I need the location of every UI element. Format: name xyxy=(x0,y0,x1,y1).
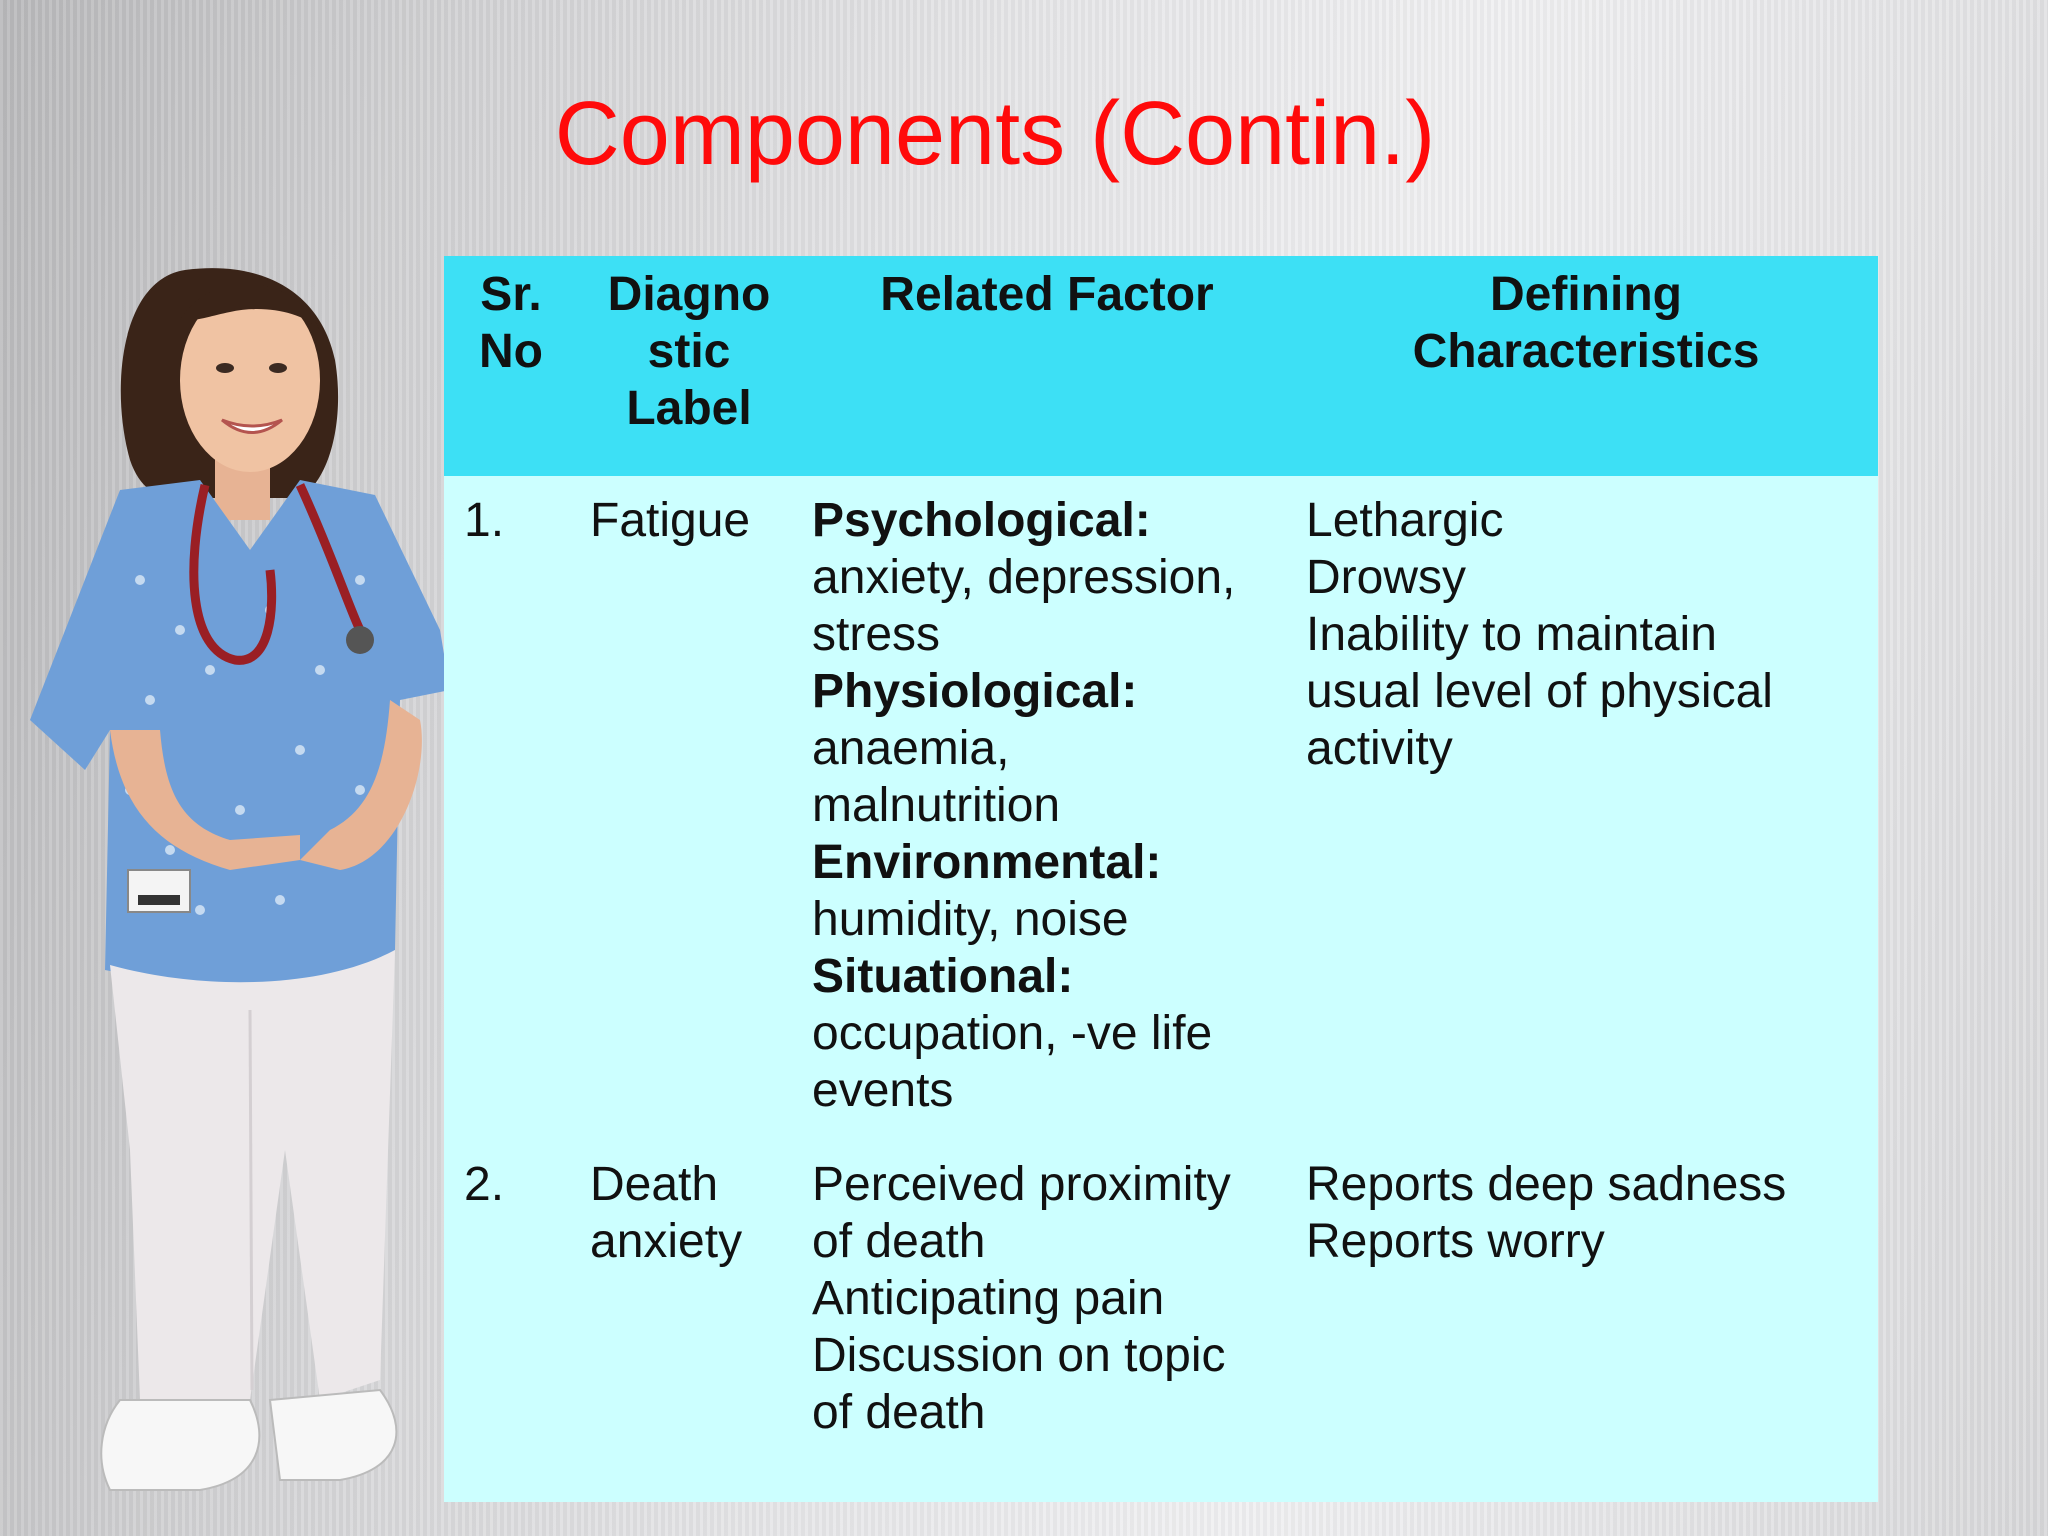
id-badge xyxy=(128,870,190,912)
header-sr-no: Sr. No xyxy=(479,268,543,378)
header-related-factor: Related Factor xyxy=(880,268,1214,321)
shoes xyxy=(101,1400,259,1490)
table-header-row xyxy=(444,256,1878,476)
cell-sr-no: 1. xyxy=(464,494,505,547)
slide-title: Components (Contin.) xyxy=(554,84,1436,184)
cell-sr-no: 2. xyxy=(464,1158,505,1211)
header-defining-characteristics: Defining Characteristics xyxy=(1412,268,1760,378)
cell-label: Fatigue xyxy=(590,494,751,547)
cell-related-factor: Psychological: anxiety, depression, stress Physiological: anaemia, malnutrition Environmental: humidity, noise Situational: occupation, -ve life events xyxy=(812,494,1236,1117)
table-row xyxy=(444,476,1878,1156)
cell-defining: Reports deep sadness Reports worry xyxy=(1306,1158,1787,1268)
cell-label: Death anxiety xyxy=(590,1158,743,1268)
cell-defining: Lethargic Drowsy Inability to maintain usual level of physical activity xyxy=(1306,494,1773,775)
table-row xyxy=(444,1156,1878,1441)
header-diagnostic-label: Diagno stic Label xyxy=(607,268,771,435)
cell-related-factor: Perceived proximity of death Anticipating pain Discussion on topic of death xyxy=(812,1158,1231,1439)
components-table xyxy=(444,256,1878,1502)
nurse-photo xyxy=(0,250,470,1536)
